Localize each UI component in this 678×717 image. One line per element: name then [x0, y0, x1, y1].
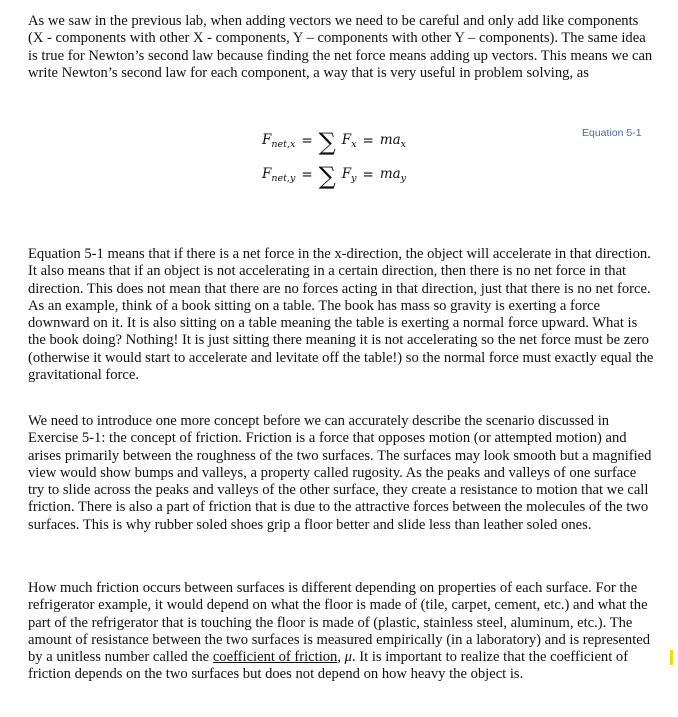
paragraph-coefficient-of-friction: [28, 580, 656, 684]
paragraph-vector-components: As we saw in the previous lab, when adding vectors we need to be careful and only add like components (X - components with other X - components, Y – components with other Y – components). The same idea is true for Newton’s second law because finding the net force means adding up vectors. This means we can write Newton’s second law for each component, a way that is very useful in problem solving, as: [28, 13, 653, 81]
equals-sign: =: [301, 167, 313, 183]
equals-sign: =: [362, 167, 374, 183]
text-cursor-marker: [670, 650, 673, 665]
equation-lhs: $F_{net,x}$: [262, 132, 296, 150]
equation-net-force-x: [262, 128, 407, 156]
force-component: $F_x$: [341, 132, 357, 150]
paragraph-text: How much friction occurs between surfaces is different depending on properties of each surface. For the refrigerator example, it would depend on what the floor is made of (tile, carpet, cement, etc.) and what the part of the refrigerator that is touching the floor is made of (plastic, stainless steel, aluminum, etc.). The amount of resistance between the two surfaces is measured empirically (in a laboratory) and is represented by a unitless number called the: [28, 580, 651, 666]
equation-rhs: $ma_x$: [379, 132, 407, 150]
summation-symbol: ∑: [318, 128, 336, 156]
equation-net-force-y: [262, 162, 407, 190]
paragraph-friction-concept: We need to introduce one more concept before we can accurately describe the scenario discussed in Exercise 5-1: the concept of friction. Friction is a force that opposes motion (or attempted motion) and arises primarily between the roughness of the two surfaces. The surfaces may look smooth but a magnified view would show bumps and valleys, a property called rugosity. As the peaks and valleys of one surface try to slide across the peaks and valleys of the other surface, they create a resistance to motion that we call friction. There is also a part of friction that is due to the attractive forces between the molecules of the two surfaces. This is why rubber soled shoes grip a floor better and slide less than leather soled ones.: [28, 413, 652, 533]
mu-symbol: μ: [344, 649, 352, 666]
summation-symbol: ∑: [318, 162, 336, 190]
paragraph-text: . It is important to realize that the coefficient of friction depends on the two surfaces but does not depend on how heavy the object is.: [28, 649, 629, 683]
force-component: $F_y$: [341, 166, 357, 184]
equation-lhs: $F_{net,y}$: [262, 166, 296, 184]
coefficient-of-friction-term: coefficient of friction: [212, 649, 338, 666]
equals-sign: =: [301, 133, 313, 149]
paragraph-text: ,: [337, 649, 345, 666]
equation-rhs: $ma_y$: [379, 166, 407, 184]
paragraph-net-force-example: Equation 5-1 means that if there is a net force in the x-direction, the object will accelerate in that direction. It also means that if an object is not accelerating in a certain direction, then there is no net force in that direction. This does not mean that there are no forces acting in that direction, just that there is no net force. As an example, think of a book sitting on a table. The book has mass so gravity is exerting a force downward on it. It is also sitting on a table meaning the table is exerting a normal force upward. What is the book doing? Nothing! It is just sitting there meaning it is not accelerating so the net force must be zero (otherwise it would start to accelerate and levitate off the table!) so the normal force must exactly equal the gravitational force.: [28, 246, 654, 384]
equation-label: Equation 5-1: [582, 127, 642, 139]
equals-sign: =: [362, 133, 374, 149]
